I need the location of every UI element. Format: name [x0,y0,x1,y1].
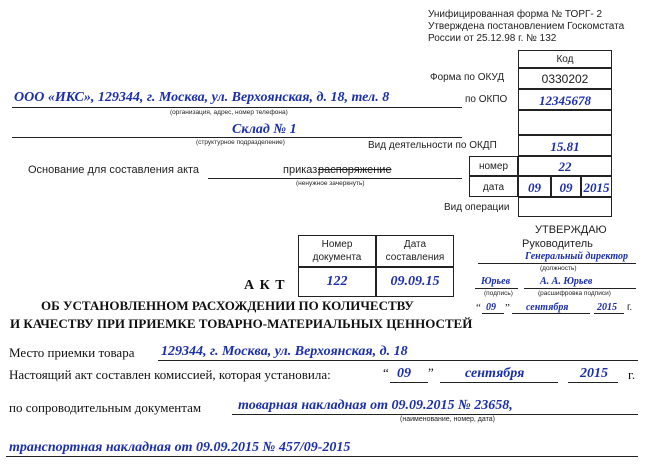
division-value: Склад № 1 [232,122,297,137]
docs-caption: (наименование, номер, дата) [400,416,495,423]
act-date-header: Дата составления [376,235,454,267]
approval-day: 09 [486,302,496,313]
approval-quote-close: ” [505,302,510,314]
docs-value-line2: транспортная накладная от 09.09.2015 № 457/09-2015 [9,440,351,455]
commission-label: Настоящий акт составлен комиссией, которая установила: [9,367,331,382]
place-label: Место приемки товара [9,345,135,360]
docs-line2-underline [6,456,638,457]
okpo-label: по ОКПО [465,94,508,105]
approval-year: 2015 [597,302,617,313]
commission-year-suffix: г. [628,367,636,382]
commission-day: 09 [397,366,411,381]
act-date-value: 09.09.15 [376,267,454,297]
form-header-line3: России от 25.12.98 г. № 132 [428,33,557,44]
okud-value: 0330202 [518,68,612,89]
date-day: 09 [518,176,551,197]
basis-disposition-struck: распоряжение [318,164,392,176]
approval-signature-underline [475,288,518,289]
date-label: дата [469,176,518,197]
approval-month-underline [512,313,590,314]
okdp-label: Вид деятельности по ОКДП [368,140,497,151]
act-subtitle-line2: И КАЧЕСТВУ ПРИ ПРИЕМКЕ ТОВАРНО-МАТЕРИАЛЬНЫХ ЦЕННОСТЕЙ [10,316,473,331]
operation-value [518,197,612,217]
docs-underline [232,414,638,415]
number-label: номер [469,156,518,176]
approval-signature-caption: (подпись) [484,290,513,297]
approval-head: Руководитель [522,238,593,250]
commission-quote-close: ” [428,365,434,380]
basis-order: приказ, [283,164,321,176]
operation-label: Вид операции [444,202,510,213]
commission-day-underline [390,382,428,383]
basis-underline [208,178,462,179]
act-number-header: Номер документа [298,235,376,267]
commission-year-underline [568,382,618,383]
approval-position-caption: (должность) [540,265,577,272]
approval-title: УТВЕРЖДАЮ [535,224,607,236]
act-subtitle-line1: ОБ УСТАНОВЛЕННОМ РАСХОЖДЕНИИ ПО КОЛИЧЕСТВУ [41,298,414,313]
form-header-line1: Унифицированная форма № ТОРГ- 2 [428,9,603,20]
place-value: 129344, г. Москва, ул. Верхоянская, д. 18 [161,344,408,359]
okpo-value: 12345678 [518,89,612,110]
okud-label: Форма по ОКУД [430,72,505,83]
okdp-value: 15.81 [518,135,612,156]
division-underline [12,137,462,138]
place-underline [158,360,638,361]
docs-value-line1: товарная накладная от 09.09.2015 № 23658, [238,398,513,413]
code-column-header: Код [518,50,612,68]
commission-quote-open: “ [383,365,389,380]
approval-name: А. А. Юрьев [540,276,593,287]
organization-caption: (организация, адрес, номер телефона) [170,109,288,116]
organization-underline [12,107,462,108]
act-number-value: 122 [298,267,376,297]
date-month: 09 [551,176,581,197]
approval-day-underline [482,313,504,314]
basis-label: Основание для составления акта [28,164,200,176]
docs-label: по сопроводительным документам [9,400,202,415]
division-caption: (структурное подразделение) [196,139,285,146]
number-value: 22 [518,156,612,176]
approval-position-underline [478,263,636,264]
approval-quote-open: “ [476,302,481,314]
basis-caption: (ненужное зачеркнуть) [296,180,365,187]
act-title: А К Т [244,278,286,293]
approval-name-underline [524,288,636,289]
approval-year-suffix: г. [627,302,633,313]
commission-month: сентября [465,366,525,381]
approval-signature: Юрьев [481,276,511,287]
form-header-line2: Утверждена постановлением Госкомстата [428,21,625,32]
organization-value: ООО «ИКС», 129344, г. Москва, ул. Верхоянская, д. 18, тел. 8 [14,90,390,105]
approval-position: Генеральный директор [525,251,628,262]
commission-year: 2015 [580,366,608,381]
okpo-blank-cell [518,110,612,135]
commission-month-underline [440,382,558,383]
date-year: 2015 [581,176,612,197]
approval-year-underline [594,313,624,314]
approval-month: сентября [526,302,569,313]
approval-name-caption: (расшифровка подписи) [538,290,611,297]
